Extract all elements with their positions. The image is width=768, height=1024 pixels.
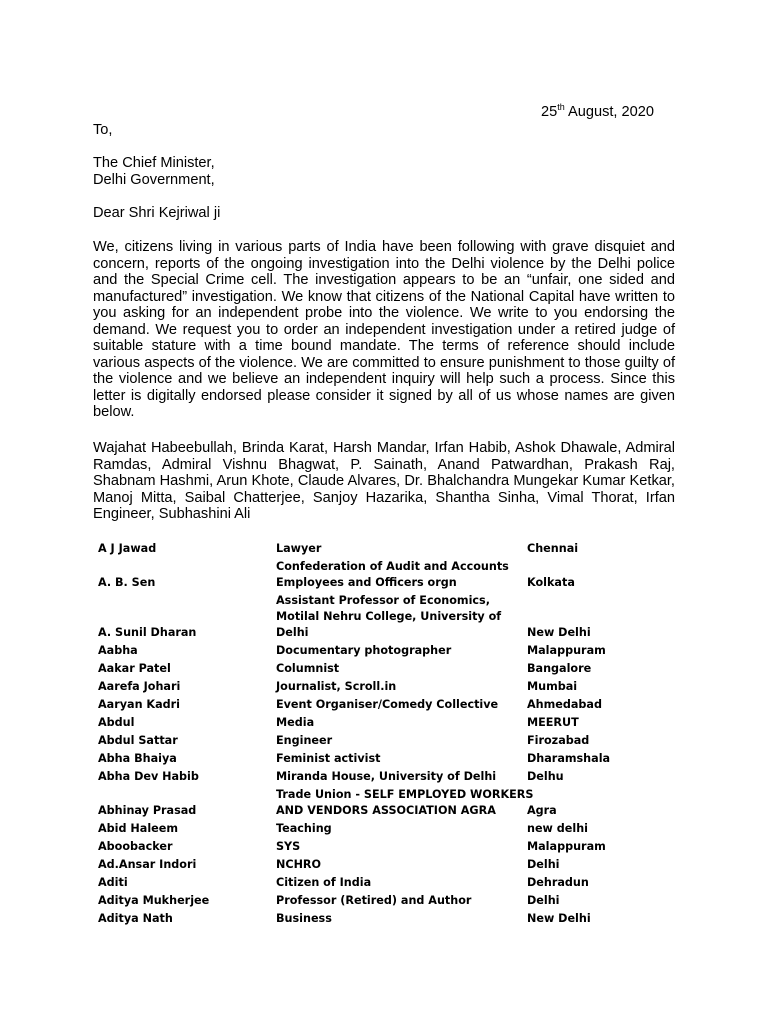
letter-body: We, citizens living in various parts of India have been following with grave disquiet and concern, reports of the ongoing investigation into the Delhi violence by the Delhi police and the Special Crime cell. The investigation appears to be an “unfair, one sided and manufactured” investigation. We know that citizens of the National Capital have written to you asking for an independent probe into the violence. We write to you endorsing the demand. We request you to order an independent investigation under a retired judge of suitable stature with a time bound mandate. The terms of reference should include various aspects of the violence. We are committed to ensure punishment to those guilty of the violence and we believe an independent inquiry will help such a process. Since this letter is digitally endorsed please consider it signed by all of us whose names are given below. (93, 239, 675, 420)
lead-signatories: Wajahat Habeebullah, Brinda Karat, Harsh Mandar, Irfan Habib, Ashok Dhawale, Admiral Ramdas, Admiral Vishnu Bhagwat, P. Sainath, Anand Patwardhan, Prakash Raj, Shabnam Hashmi, Arun Khote, Claude Alvares, Dr. Bhalchandra Mungekar Kumar Ketkar, Manoj Mitta, Saibal Chatterjee, Sanjoy Hazarika, Shantha Sinha, Vimal Thorat, Irfan Engineer, Subhashini Ali (93, 440, 675, 522)
signatory-role-line: Columnist (276, 662, 340, 675)
signatory-city: Delhi (527, 858, 560, 871)
signatory-role (276, 821, 527, 837)
signatory-role (276, 559, 527, 591)
signatory-city: Dharamshala (527, 752, 611, 765)
signatory-row (98, 911, 658, 927)
signatory-name: Aditi (98, 876, 128, 889)
signatory-role (276, 751, 527, 767)
signatory-role-line: Delhi (276, 626, 309, 639)
signatory-role (276, 839, 527, 855)
date-suffix: th (557, 102, 565, 112)
signatory-name: Aditya Nath (98, 912, 173, 925)
signatory-role-line: Media (276, 716, 315, 729)
signatory-role-line: Business (276, 912, 332, 925)
signatory-role-line: AND VENDORS ASSOCIATION AGRA (276, 804, 496, 817)
signatory-role-line: Engineer (276, 734, 333, 747)
signatory-row (98, 751, 658, 767)
signatory-row (98, 857, 658, 873)
signatory-name: Aabha (98, 644, 138, 657)
signatory-role-line: Professor (Retired) and Author (276, 894, 472, 907)
signatory-role (276, 857, 527, 873)
signatory-city: Delhi (527, 894, 560, 907)
signatory-role-line: NCHRO (276, 858, 322, 871)
signatory-row (98, 593, 658, 641)
signatory-city: Malappuram (527, 840, 606, 853)
signatory-city: Bangalore (527, 662, 592, 675)
date-day: 25 (541, 104, 558, 120)
signatory-name: Abid Haleem (98, 822, 178, 835)
signatory-city: Chennai (527, 542, 579, 555)
signatory-name: Abha Bhaiya (98, 752, 177, 765)
signatory-row (98, 661, 658, 677)
signatory-role-line: Miranda House, University of Delhi (276, 770, 497, 783)
signatory-name: Abhinay Prasad (98, 804, 197, 817)
signatory-role (276, 733, 527, 749)
signatory-name: Aakar Patel (98, 662, 171, 675)
signatory-row (98, 821, 658, 837)
signatory-role (276, 715, 527, 731)
signatory-role-line: Teaching (276, 822, 332, 835)
signatory-row (98, 839, 658, 855)
signatory-role-line: Motilal Nehru College, University of (276, 610, 502, 623)
signatory-role (276, 875, 527, 891)
signatory-name: Ad.Ansar Indori (98, 858, 197, 871)
signatory-row (98, 787, 658, 819)
signatory-name: Abha Dev Habib (98, 770, 199, 783)
signatory-role (276, 541, 527, 557)
signatory-row (98, 541, 658, 557)
salutation: Dear Shri Kejriwal ji (93, 205, 221, 221)
signatory-role-line: Employees and Officers orgn (276, 576, 457, 589)
signatory-row (98, 679, 658, 695)
address-line-1: The Chief Minister, (93, 155, 215, 171)
signatory-table (98, 541, 658, 929)
signatory-city: Dehradun (527, 876, 589, 889)
signatory-role (276, 661, 527, 677)
signatory-row (98, 643, 658, 659)
recipient-to: To, (93, 122, 113, 138)
signatory-name: A. B. Sen (98, 576, 156, 589)
signatory-name: Aditya Mukherjee (98, 894, 210, 907)
signatory-city: Kolkata (527, 576, 575, 589)
signatory-name: A J Jawad (98, 542, 157, 555)
signatory-city: new delhi (527, 822, 589, 835)
letter-date (541, 104, 654, 121)
signatory-city: Ahmedabad (527, 698, 602, 711)
signatory-city: Agra (527, 804, 557, 817)
signatory-city: New Delhi (527, 626, 591, 639)
signatory-city: New Delhi (527, 912, 591, 925)
signatory-role-line: Documentary photographer (276, 644, 452, 657)
signatory-role-line: Journalist, Scroll.in (276, 680, 397, 693)
signatory-role (276, 769, 527, 785)
signatory-role (276, 893, 527, 909)
address-line-2: Delhi Government, (93, 171, 215, 188)
signatory-role-line: Assistant Professor of Economics, (276, 594, 490, 607)
signatory-role (276, 697, 527, 713)
signatory-name: A. Sunil Dharan (98, 626, 197, 639)
signatory-role (276, 911, 527, 927)
date-month-year: August, 2020 (564, 104, 655, 120)
signatory-name: Aaryan Kadri (98, 698, 181, 711)
signatory-role (276, 643, 527, 659)
signatory-role (276, 787, 534, 819)
signatory-role-line: Confederation of Audit and Accounts (276, 560, 509, 573)
signatory-row (98, 559, 658, 591)
signatory-role-line: SYS (276, 840, 301, 853)
signatory-name: Aboobacker (98, 840, 173, 853)
signatory-city: Delhu (527, 770, 564, 783)
signatory-row (98, 769, 658, 785)
signatory-name: Abdul (98, 716, 135, 729)
signatory-row (98, 875, 658, 891)
signatory-role-line: Trade Union - SELF EMPLOYED WORKERS (276, 788, 534, 801)
signatory-role-line: Citizen of India (276, 876, 372, 889)
signatory-role-line: Event Organiser/Comedy Collective (276, 698, 499, 711)
signatory-role (276, 679, 527, 695)
signatory-name: Aarefa Johari (98, 680, 181, 693)
signatory-name: Abdul Sattar (98, 734, 178, 747)
signatory-city: Firozabad (527, 734, 590, 747)
signatory-city: MEERUT (527, 716, 579, 729)
signatory-city: Mumbai (527, 680, 578, 693)
signatory-row (98, 697, 658, 713)
signatory-city: Malappuram (527, 644, 606, 657)
signatory-role (276, 593, 527, 641)
signatory-row (98, 893, 658, 909)
signatory-row (98, 715, 658, 731)
signatory-role-line: Feminist activist (276, 752, 381, 765)
signatory-row (98, 733, 658, 749)
recipient-address (93, 155, 215, 188)
signatory-role-line: Lawyer (276, 542, 322, 555)
